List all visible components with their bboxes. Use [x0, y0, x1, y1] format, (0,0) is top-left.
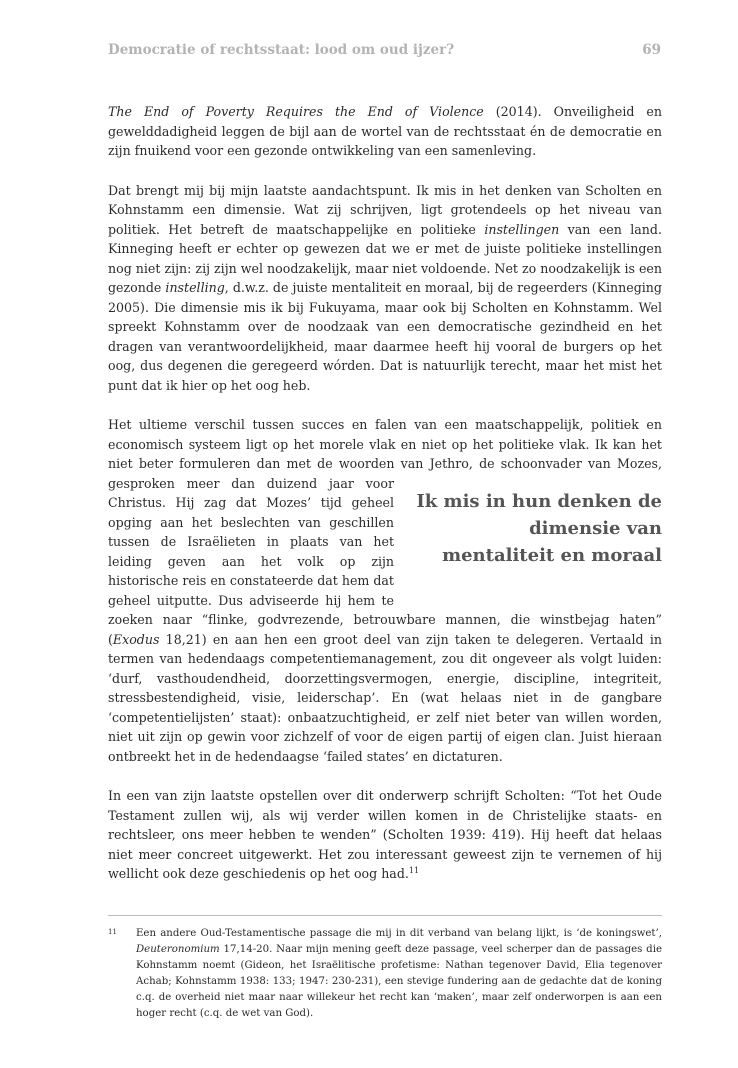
paragraph-4: In een van zijn laatste opstellen over dit onderwerp schrijft Scholten: “Tot het Oude Testament zullen wij, als wij verder willen komen in de Christelijke staats- en rechtsleer, ons meer hebben te wenden” (Scholten 1939: 419). Hij heeft dat helaas niet meer concreet uitgewerkt. Het zou interessant geweest zijn te vernemen of hij wellicht ook deze geschiedenis op het oog had.$^{11}$ [108, 788, 662, 881]
body-text [108, 102, 662, 904]
footnotes [108, 915, 662, 1022]
footnote-number: 11 [108, 928, 117, 936]
paragraph-1: The End of Poverty Requires the End of Violence (2014). Onveiligheid en gewelddadigheid leggen de bijl aan de wortel van de rechtsstaat én de democratie en zijn fnuikend voor een gezonde ontwikkeling van een samenleving. [108, 104, 662, 158]
paragraph-3: Het ultieme verschil tussen succes en falen van een maatschappelijk, politiek en economisch systeem ligt op het morele vlak en niet op het politieke vlak. Ik kan het niet beter formuleren dan met de woorden van Jethro, de schoonvader van Mozes, gesproken meer Ik mis in hun denken de dimensie van mentaliteit en moraal dan duizend jaar voor Christus. Hij zag dat Mozes’ tijd geheel opging aan het beslechten van geschillen tussen de Israëlieten in plaats van het leiding geven aan het volk op zijn historische reis en constateerde dat hem dat geheel uitputte. Dus adviseerde hij hem te zoeken naar “flinke, godvrezende, betrouwbare mannen, die winstbejag haten” (Exodus 18,21) en aan hen een groot deel van zijn taken te delegeren. Vertaald in termen van hedendaags competentiemanagement, zou dit ongeveer als volgt luiden: ‘durf, vasthoudendheid, doorzettingsvermogen, energie, discipline, integriteit, stressbestendigheid, visie, leiderschap’. En (wat helaas niet in de gangbare ‘competentielijsten’ staat): onbaatzuchtigheid, er zelf niet beter van willen worden, niet uit zijn op gewin voor zichzelf of voor de eigen partij of eigen clan. Juist hieraan ontbreekt het in de hedendaagse ‘failed states’ en dictaturen. [108, 417, 662, 764]
running-title: Democratie of rechtsstaat: lood om oud ijzer? [108, 42, 455, 58]
pull-quote: Ik mis in hun denken de dimensie van mentaliteit en moraal [416, 490, 662, 566]
page-number: 69 [642, 42, 661, 58]
running-header [108, 42, 661, 58]
book-title: The End of Poverty Requires the End of Violence [108, 104, 484, 119]
paragraph-2: Dat brengt mij bij mijn laatste aandachtspunt. Ik mis in het denken van Scholten en Kohnstamm een dimensie. Wat zij schrijven, ligt grotendeels op het niveau van politiek. Het betreft de maatschappelijke en politieke instellingen van een land. Kinneging heeft er echter op gewezen dat we er met de juiste politieke instellingen nog niet zijn: zij zijn wel noodzakelijk, maar niet voldoende. Net zo noodzakelijk is een gezonde instelling, d.w.z. de juiste mentaliteit en moraal, bij de regeerders (Kinneging 2005). Die dimensie mis ik bij Fukuyama, maar ook bij Scholten en Kohnstamm. Wel spreekt Kohnstamm over de noodzaak van een democratische gezindheid en het dragen van verantwoordelijkheid, maar daarmee heeft hij vooral de burgers op het oog, dus degenen die geregeerd wórden. Dat is natuurlijk terecht, maar het mist het punt dat ik hier op het oog heb. [108, 182, 662, 393]
footnote-reference[interactable]: 11 [408, 865, 420, 875]
footnote-11: 11 Een andere Oud-Testamentische passage die mij in dit verband van belang lijkt, is ‘de koningswet’, Deuteronomium 17,14-20. Naar mijn mening geeft deze passage, veel scherper dan de passages die Kohnstamm noemt (Gideon, het Israëlitische profetisme: Nathan tegenover David, Elia tegenover Achab; Kohnstamm 1938: 133; 1947: 230-231), een stevige fundering aan de gedachte dat de koning c.q. de overheid niet maar naar willekeur het recht kan ‘maken’, maar zelf onderworpen is aan een hoger recht (c.q. de wet van God). [108, 926, 662, 1022]
